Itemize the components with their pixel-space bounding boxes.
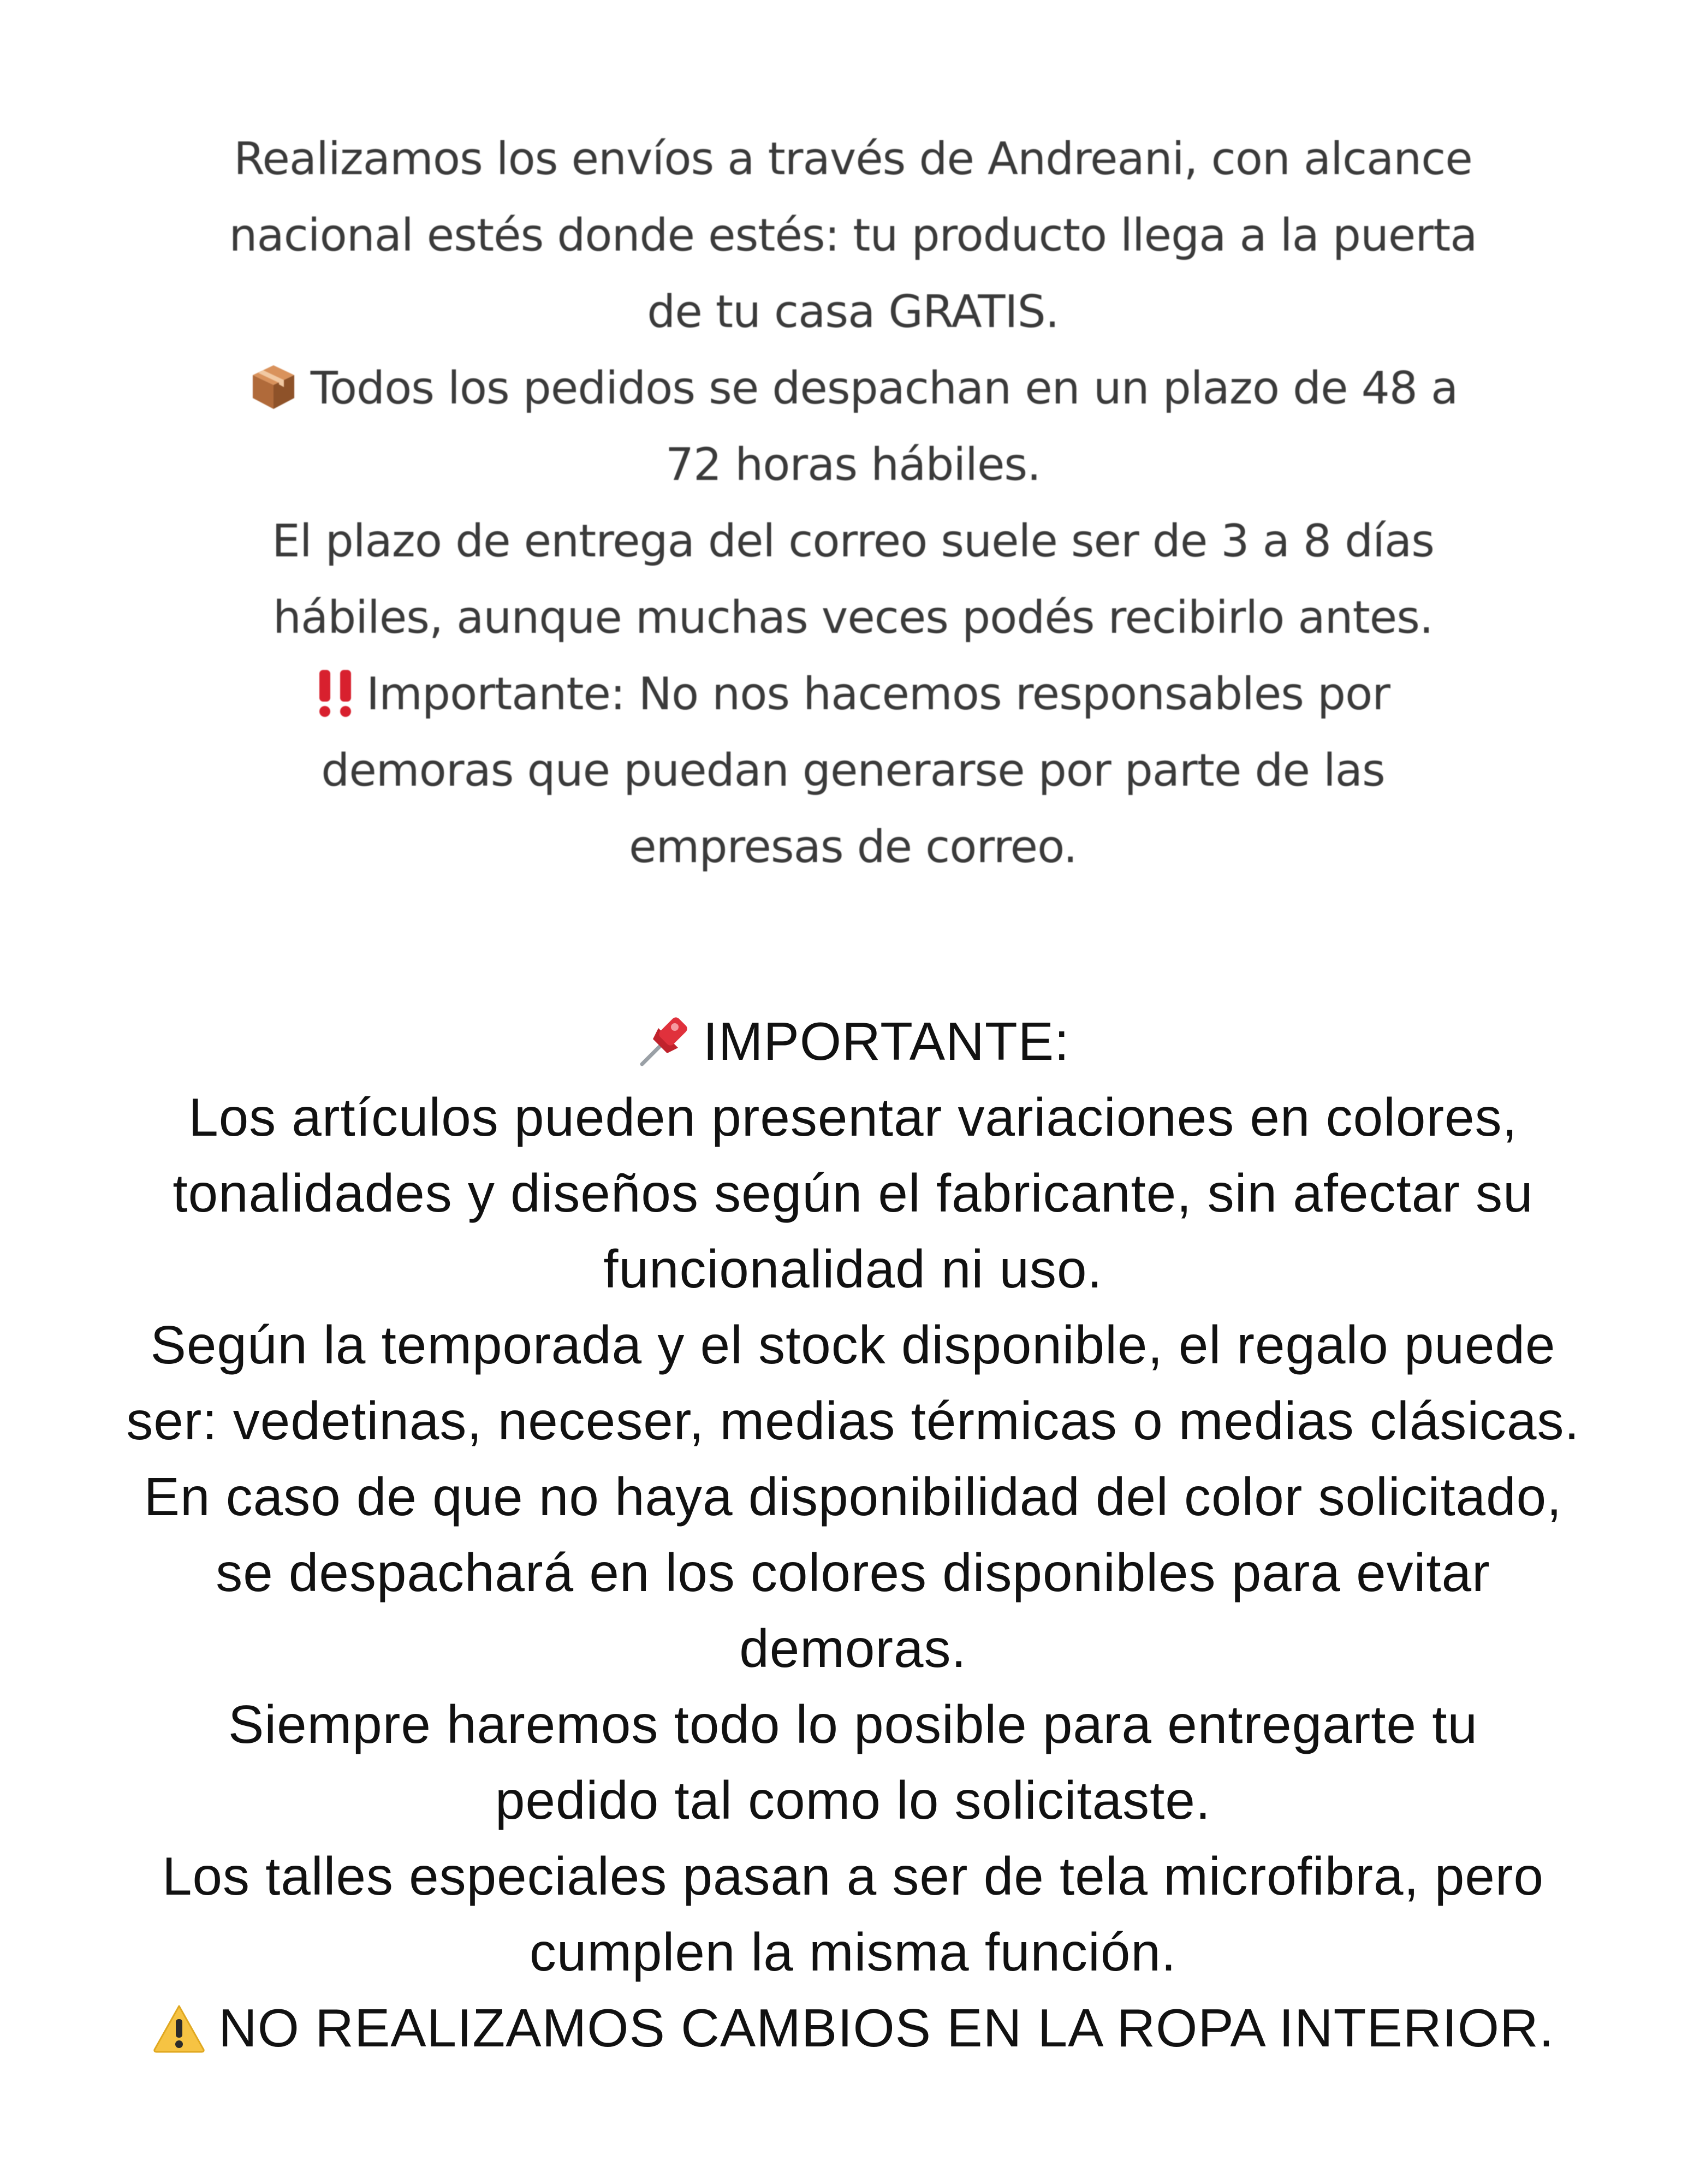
- shipping-text-line: Realizamos los envíos a través de Andreani, con alcance: [234, 133, 1472, 185]
- liability-text-line: demoras que puedan generarse por parte de las: [321, 745, 1385, 797]
- gift-text-line: ser: vedetinas, neceser, medias térmicas o medias clásicas.: [126, 1391, 1580, 1451]
- delivery-text-line: El plazo de entrega del correo suele ser de 3 a 8 días: [272, 515, 1434, 567]
- gift-text-line: Según la temporada y el stock disponible, el regalo puede: [150, 1315, 1556, 1375]
- shipping-text-line: nacional estés donde estés: tu producto llega a la puerta: [229, 210, 1477, 262]
- important-heading: [33, 1004, 1673, 1079]
- delivery-text-line: hábiles, aunque muchas veces podés recibirlo antes.: [272, 592, 1433, 644]
- liability-warning-line: [82, 656, 1624, 733]
- variation-text-line: tonalidades y diseños según el fabricante, sin afectar su: [173, 1163, 1533, 1223]
- promise-text-line: Siempre haremos todo lo posible para entregarte tu: [228, 1694, 1478, 1754]
- color-availability-line: demoras.: [739, 1618, 967, 1678]
- promise-text-line: pedido tal como lo solicitaste.: [495, 1770, 1211, 1830]
- important-heading-text: IMPORTANTE:: [703, 1011, 1070, 1071]
- shipping-text-line: de tu casa GRATIS.: [647, 286, 1059, 338]
- shipping-info-block: [82, 121, 1624, 886]
- dispatch-line: [82, 351, 1624, 427]
- variation-text-line: Los artículos pueden presentar variaciones en colores,: [188, 1087, 1518, 1147]
- liability-warning-text: Importante: No nos hacemos responsables por: [366, 668, 1390, 720]
- liability-text-line: empresas de correo.: [629, 821, 1077, 873]
- warning-icon: [152, 2003, 206, 2053]
- variation-text-line: funcionalidad ni uso.: [603, 1239, 1103, 1299]
- color-availability-line: se despachará en los colores disponibles para evitar: [216, 1542, 1490, 1603]
- pushpin-icon: [637, 1014, 691, 1069]
- color-availability-line: En caso de que no haya disponibilidad del color solicitado,: [144, 1467, 1562, 1527]
- no-exchange-line: [33, 1990, 1673, 2066]
- dispatch-text: Todos los pedidos se despachan en un plazo de 48 a: [310, 363, 1458, 414]
- double-exclamation-icon: [316, 668, 354, 718]
- dispatch-text-line: 72 horas hábiles.: [665, 439, 1041, 491]
- no-exchange-text: NO REALIZAMOS CAMBIOS EN LA ROPA INTERIOR.: [218, 1998, 1555, 2058]
- important-notice-block: [33, 1004, 1673, 2066]
- special-sizes-line: Los talles especiales pasan a ser de tela microfibra, pero: [162, 1846, 1544, 1906]
- special-sizes-line: cumplen la misma función.: [529, 1922, 1177, 1982]
- package-icon: [248, 362, 299, 412]
